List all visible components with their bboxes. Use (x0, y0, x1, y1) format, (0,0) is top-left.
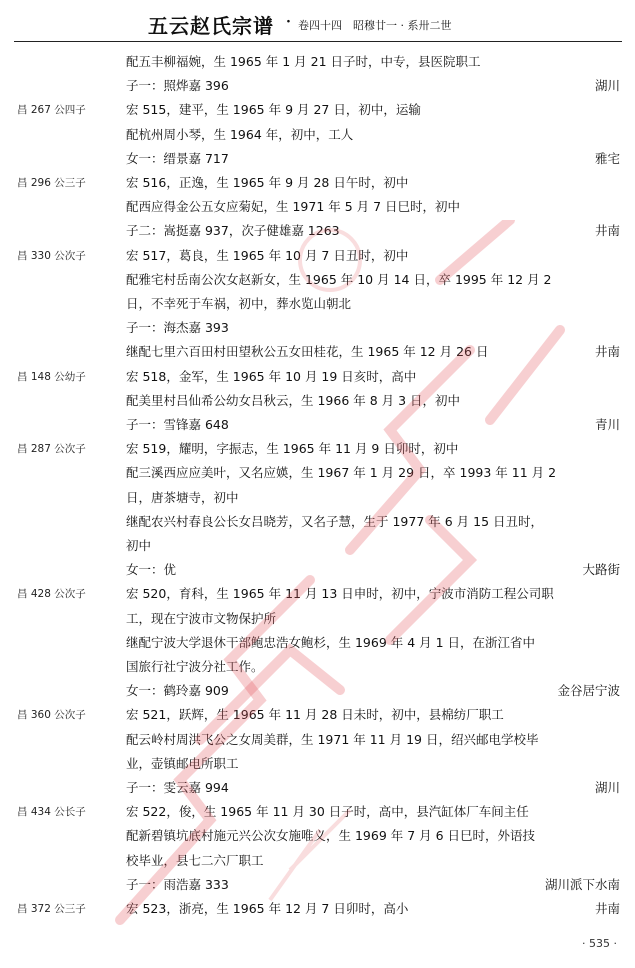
entry-text: 校毕业，县七二六厂职工 (126, 852, 264, 868)
entry-line (0, 220, 635, 242)
chapter-subtitle: 卷四十四 昭穆廿一 · 系卅二世 (298, 19, 452, 32)
entry-line (0, 632, 635, 654)
entry-text: 配杭州周小琴，生 1964 年，初中，工人 (126, 126, 354, 142)
lineage-label: 昌 372 公三子 (17, 903, 86, 915)
entry-line (0, 414, 635, 436)
entry-line (0, 462, 635, 484)
entry-text: 宏 522，俊，生 1965 年 11 月 30 日子时，高中，县汽缸体厂车间主任 (126, 804, 529, 820)
entry-text: 继配农兴村春良公长女吕晓芳，又名子慧，生于 1977 年 6 月 15 日丑时， (126, 513, 544, 529)
lineage-label: 昌 434 公长子 (17, 806, 86, 819)
entry-text: 配西应得金公五女应菊妃，生 1971 年 5 月 7 日巳时，初中 (126, 199, 461, 215)
entry-text: 子一：雪锋嘉 648 (126, 417, 229, 432)
entry-line (0, 438, 635, 460)
entry-line (0, 535, 635, 557)
entry-line (0, 99, 635, 121)
residence-label: 金谷居宁波 (557, 683, 620, 699)
lineage-label: 昌 296 公三子 (17, 177, 86, 189)
entry-line (0, 172, 635, 194)
page-header (0, 8, 635, 44)
entry-text: 宏 516，正逸，生 1965 年 9 月 28 日午时，初中 (126, 175, 409, 190)
title-separator: · (286, 14, 291, 30)
entry-text: 国旅行社宁波分社工作。 (126, 659, 264, 674)
entry-text: 子二：嵩挺嘉 937，次子健雄嘉 1263 (126, 223, 340, 239)
entry-text: 配云岭村周洪飞公之女周美群，生 1971 年 11 月 19 日，绍兴邮电学校毕 (126, 731, 539, 747)
lineage-label: 昌 330 公次子 (17, 249, 86, 262)
residence-label: 井南 (594, 901, 620, 916)
entry-text: 配雅宅村岳南公次女赵新女，生 1965 年 10 月 14 日，卒 1995 年 12 月 2 (126, 271, 552, 287)
entry-line (0, 704, 635, 726)
entry-text: 宏 515，建平，生 1965 年 9 月 27 日，初中，运输 (126, 102, 421, 118)
entry-line (0, 293, 635, 315)
book-title: 五云赵氏宗谱 (148, 14, 274, 38)
residence-label: 井南 (594, 344, 620, 360)
entry-text: 继配七里六百田村田望秋公五女田桂花，生 1965 年 12 月 26 日 (126, 344, 489, 360)
entry-line (0, 850, 635, 872)
lineage-label: 昌 267 公四子 (17, 104, 86, 117)
entry-text: 女一：优 (126, 562, 177, 578)
entry-text: 宏 523，浙亮，生 1965 年 12 月 7 日卯时，高小 (126, 901, 409, 916)
entry-text: 宏 517，葛良，生 1965 年 10 月 7 日丑时，初中 (126, 247, 409, 263)
entry-line (0, 487, 635, 509)
entry-line (0, 898, 635, 920)
entry-line (0, 680, 635, 702)
lineage-label: 昌 287 公次子 (17, 443, 86, 456)
entry-line (0, 874, 635, 896)
entry-line (0, 656, 635, 678)
entry-text: 业，壶镇邮电所职工 (126, 755, 239, 771)
entry-text: 宏 521，跃辉，生 1965 年 11 月 28 日未时，初中，县棉纺厂职工 (126, 707, 504, 723)
entry-line (0, 825, 635, 847)
residence-label: 湖川 (594, 78, 620, 94)
residence-label: 青川 (594, 417, 620, 432)
entry-text: 宏 519，耀明，字振志，生 1965 年 11 月 9 日卯时，初中 (126, 441, 459, 457)
entry-line (0, 608, 635, 630)
entry-line (0, 317, 635, 339)
entry-line (0, 51, 635, 73)
entry-line (0, 753, 635, 775)
residence-label: 井南 (594, 223, 620, 239)
entry-line (0, 583, 635, 605)
entry-line (0, 341, 635, 363)
entry-text: 子一：海杰嘉 393 (126, 320, 229, 336)
residence-label: 湖川 (594, 780, 620, 795)
entry-line (0, 777, 635, 799)
entry-line (0, 729, 635, 751)
header-rule (14, 41, 622, 42)
entry-text: 子一：雨浩嘉 333 (126, 876, 229, 892)
entry-text: 继配宁波大学退休干部鲍忠浩女鲍杉，生 1969 年 4 月 1 日，在浙江省中 (126, 634, 536, 650)
entry-text: 配新碧镇坑底村施元兴公次女施唯义，生 1969 年 7 月 6 日巳时，外语技 (126, 828, 536, 844)
residence-label: 大路街 (582, 562, 620, 578)
entry-text: 子一：照烨嘉 396 (126, 78, 229, 94)
entry-line (0, 269, 635, 291)
residence-label: 湖川派下水南 (544, 876, 620, 892)
entry-text: 日，不幸死于车祸，初中，葬水览山朝北 (126, 296, 352, 311)
entry-line (0, 196, 635, 218)
entry-line (0, 75, 635, 97)
entry-line (0, 148, 635, 170)
lineage-label: 昌 428 公次子 (17, 588, 86, 601)
entry-text: 日，唐茶塘寺，初中 (126, 489, 239, 505)
entry-text: 初中 (126, 538, 152, 553)
entry-text: 女一：鹤玲嘉 909 (126, 683, 229, 699)
entry-line (0, 245, 635, 267)
entry-text: 宏 518，金军，生 1965 年 10 月 19 日亥时，高中 (126, 368, 417, 384)
entry-line (0, 511, 635, 533)
entry-text: 配美里村吕仙希公幼女吕秋云，生 1966 年 8 月 3 日，初中 (126, 392, 461, 408)
entry-text: 宏 520，育科，生 1965 年 11 月 13 日申时，初中，宁波市消防工程公司职 (126, 586, 554, 602)
entry-text: 女一：缙景嘉 717 (126, 150, 229, 166)
page-number: · 535 · (582, 937, 617, 950)
entry-text: 工，现在宁波市文物保护所 (126, 610, 277, 626)
entry-line (0, 801, 635, 823)
entry-text: 子一：雯云嘉 994 (126, 780, 229, 795)
entry-text: 配三溪西应应美叶，又名应媖，生 1967 年 1 月 29 日，卒 1993 年 11 月 2 (126, 465, 557, 481)
entry-line (0, 559, 635, 581)
residence-label: 雅宅 (594, 150, 620, 166)
entry-line (0, 390, 635, 412)
entry-text: 配五丰柳福婉，生 1965 年 1 月 21 日子时，中专，县医院职工 (126, 54, 481, 69)
lineage-label: 昌 148 公幼子 (17, 370, 86, 383)
lineage-label: 昌 360 公次子 (17, 709, 86, 722)
entry-line (0, 366, 635, 388)
entry-line (0, 124, 635, 146)
